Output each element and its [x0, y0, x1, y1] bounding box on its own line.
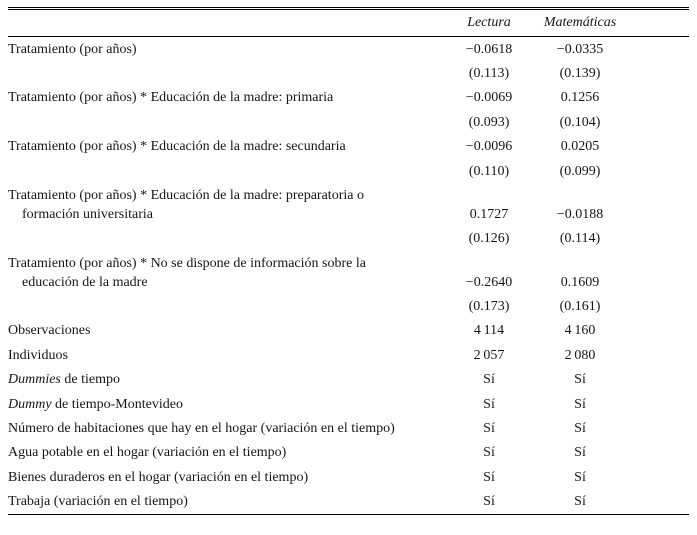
value-lectura: 2 057 [473, 347, 505, 363]
value-matematicas: Sí [574, 494, 586, 510]
value-matematicas: Sí [574, 469, 586, 485]
table-row [8, 86, 689, 110]
value-lectura: Sí [483, 420, 495, 436]
row-label: Número de habitaciones que hay en el hogar (variación en el tiempo) [8, 420, 395, 436]
row-spacer-cell [627, 183, 689, 226]
row-spacer-cell [627, 343, 689, 367]
value-lectura: (0.093) [468, 114, 510, 130]
table-row [8, 61, 689, 85]
row-label [8, 294, 445, 318]
row-spacer-cell [627, 37, 689, 62]
value-matematicas: Sí [574, 445, 586, 461]
table-row [8, 416, 689, 440]
row-spacer-cell [627, 159, 689, 183]
col-header-lectura: Lectura [467, 15, 511, 30]
value-matematicas: 2 080 [564, 347, 596, 363]
regression-results-table [8, 7, 689, 515]
table-row [8, 294, 689, 318]
value-lectura: Sí [483, 372, 495, 388]
table-row [8, 227, 689, 251]
table-row [8, 465, 689, 489]
value-matematicas: (0.099) [559, 163, 601, 179]
header-empty-cell [8, 9, 445, 37]
value-lectura: Sí [483, 445, 495, 461]
row-spacer-cell [627, 489, 689, 514]
value-matematicas: (0.161) [559, 299, 601, 315]
value-matematicas: Sí [574, 372, 586, 388]
table-row [8, 319, 689, 343]
table-row [8, 343, 689, 367]
value-lectura: −0.0618 [465, 41, 513, 57]
row-label: Tratamiento (por años) [8, 41, 137, 57]
row-label: Observaciones [8, 323, 91, 339]
row-label: Tratamiento (por años) * Educación de la madre: secundaria [8, 139, 346, 155]
value-matematicas: 0.1256 [560, 90, 600, 106]
value-matematicas: 0.0205 [560, 139, 600, 155]
row-label: Dummies de tiempo [8, 372, 120, 388]
table-row [8, 110, 689, 134]
row-label: Individuos [8, 347, 68, 363]
row-label [8, 110, 445, 134]
table-row [8, 368, 689, 392]
value-lectura: Sí [483, 396, 495, 412]
value-lectura: Sí [483, 494, 495, 510]
table-body [8, 37, 689, 515]
row-spacer-cell [627, 86, 689, 110]
row-spacer-cell [627, 392, 689, 416]
row-spacer-cell [627, 465, 689, 489]
row-spacer-cell [627, 251, 689, 294]
row-label [8, 61, 445, 85]
value-matematicas: 4 160 [564, 323, 596, 339]
table-row [8, 392, 689, 416]
value-matematicas: 0.1609 [560, 274, 600, 290]
table-row [8, 183, 689, 226]
row-spacer-cell [627, 319, 689, 343]
table-header-row [8, 9, 689, 37]
value-lectura: −0.2640 [465, 274, 513, 290]
value-lectura: −0.0096 [465, 139, 513, 155]
value-matematicas: −0.0335 [556, 41, 604, 57]
row-label: Agua potable en el hogar (variación en el tiempo) [8, 445, 287, 461]
header-spacer-cell [627, 9, 689, 37]
row-label: Trabaja (variación en el tiempo) [8, 494, 188, 510]
value-lectura: (0.110) [468, 163, 510, 179]
row-label [8, 159, 445, 183]
value-lectura: −0.0069 [465, 90, 513, 106]
table-row [8, 37, 689, 62]
row-label: Tratamiento (por años) * No se dispone de información sobre la educación de la madre [8, 255, 366, 290]
row-spacer-cell [627, 110, 689, 134]
value-lectura: Sí [483, 469, 495, 485]
row-label: Tratamiento (por años) * Educación de la madre: preparatoria o formación universitaria [8, 187, 364, 222]
table-row [8, 251, 689, 294]
row-spacer-cell [627, 61, 689, 85]
row-spacer-cell [627, 294, 689, 318]
row-spacer-cell [627, 227, 689, 251]
row-label: Bienes duraderos en el hogar (variación en el tiempo) [8, 469, 309, 485]
value-matematicas: (0.104) [559, 114, 601, 130]
table-row [8, 159, 689, 183]
row-spacer-cell [627, 416, 689, 440]
table-row [8, 489, 689, 514]
row-label: Tratamiento (por años) * Educación de la madre: primaria [8, 90, 334, 106]
value-matematicas: (0.114) [559, 231, 601, 247]
value-lectura: (0.126) [468, 231, 510, 247]
value-lectura: 0.1727 [469, 206, 509, 222]
value-matematicas: Sí [574, 420, 586, 436]
row-spacer-cell [627, 441, 689, 465]
value-lectura: 4 114 [473, 323, 505, 339]
row-spacer-cell [627, 135, 689, 159]
value-matematicas: (0.139) [559, 66, 601, 82]
row-label: Dummy de tiempo-Montevideo [8, 396, 183, 412]
row-label [8, 227, 445, 251]
value-lectura: (0.173) [468, 299, 510, 315]
row-spacer-cell [627, 368, 689, 392]
value-lectura: (0.113) [468, 66, 510, 82]
value-matematicas: Sí [574, 396, 586, 412]
value-matematicas: −0.0188 [556, 206, 604, 222]
col-header-matematicas: Matemáticas [543, 15, 617, 30]
table-row [8, 441, 689, 465]
table-row [8, 135, 689, 159]
